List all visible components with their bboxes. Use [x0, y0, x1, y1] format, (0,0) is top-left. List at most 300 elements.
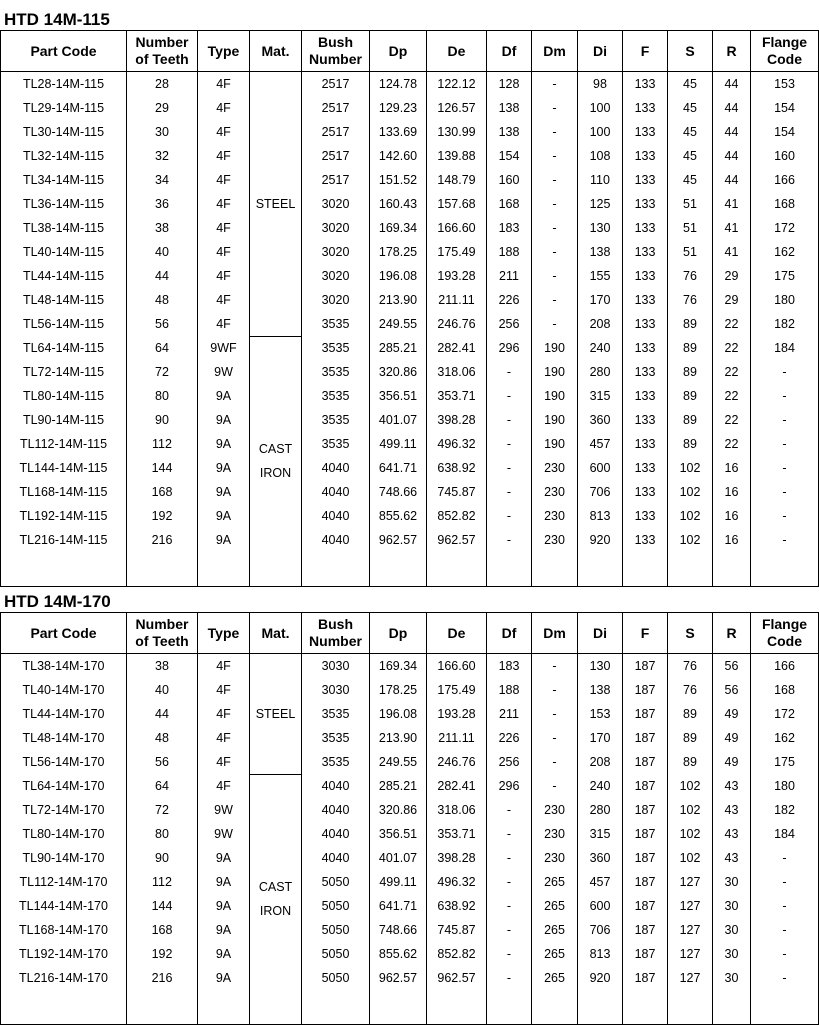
cell-dp: 160.43: [370, 192, 427, 216]
cell-type: 4F: [198, 144, 250, 168]
col-flange-code: Flange Code: [751, 31, 819, 72]
cell-dp: 641.71: [370, 894, 427, 918]
cell-s: 89: [668, 312, 713, 336]
cell-part-code: TL34-14M-115: [1, 168, 127, 192]
section-htd-14m-170: [0, 590, 819, 1025]
cell-teeth: 48: [127, 288, 198, 312]
table-row: [1, 432, 819, 456]
spacer-cell: [1, 990, 127, 1025]
cell-f: 187: [623, 870, 668, 894]
cell-flange-code: 184: [751, 822, 819, 846]
cell-flange-code: 166: [751, 168, 819, 192]
table-row: [1, 726, 819, 750]
cell-s: 127: [668, 870, 713, 894]
col-df: Df: [487, 613, 532, 654]
cell-flange-code: -: [751, 408, 819, 432]
cell-flange-code: 153: [751, 72, 819, 97]
cell-flange-code: 182: [751, 798, 819, 822]
cell-part-code: TL90-14M-115: [1, 408, 127, 432]
cell-r: 41: [713, 240, 751, 264]
cell-di: 155: [578, 264, 623, 288]
cell-type: 4F: [198, 312, 250, 336]
cell-f: 133: [623, 192, 668, 216]
cell-teeth: 80: [127, 822, 198, 846]
table-row: [1, 480, 819, 504]
cell-di: 100: [578, 120, 623, 144]
cell-part-code: TL40-14M-115: [1, 240, 127, 264]
cell-dp: 196.08: [370, 264, 427, 288]
cell-teeth: 32: [127, 144, 198, 168]
cell-part-code: TL64-14M-115: [1, 336, 127, 360]
cell-dp: 169.34: [370, 654, 427, 679]
cell-bush-number: 3020: [302, 288, 370, 312]
cell-dp: 129.23: [370, 96, 427, 120]
spacer-cell: [713, 552, 751, 587]
cell-de: 282.41: [427, 336, 487, 360]
cell-de: 148.79: [427, 168, 487, 192]
cell-teeth: 112: [127, 432, 198, 456]
cell-dm: 265: [532, 942, 578, 966]
cell-df: 138: [487, 120, 532, 144]
cell-teeth: 29: [127, 96, 198, 120]
cell-r: 43: [713, 774, 751, 798]
cell-df: -: [487, 528, 532, 552]
col-mat: Mat.: [250, 31, 302, 72]
cell-di: 920: [578, 966, 623, 990]
cell-df: 296: [487, 336, 532, 360]
col-type: Type: [198, 613, 250, 654]
cell-dp: 641.71: [370, 456, 427, 480]
col-df: Df: [487, 31, 532, 72]
cell-f: 187: [623, 654, 668, 679]
spacer-cell: [532, 552, 578, 587]
cell-f: 133: [623, 504, 668, 528]
cell-df: -: [487, 846, 532, 870]
cell-f: 133: [623, 336, 668, 360]
table-row: [1, 120, 819, 144]
spacer-cell: [668, 552, 713, 587]
cell-dm: -: [532, 702, 578, 726]
cell-df: 256: [487, 750, 532, 774]
cell-dm: -: [532, 654, 578, 679]
cell-di: 240: [578, 336, 623, 360]
cell-di: 457: [578, 432, 623, 456]
cell-di: 138: [578, 240, 623, 264]
cell-dp: 499.11: [370, 870, 427, 894]
cell-f: 133: [623, 120, 668, 144]
cell-type: 4F: [198, 120, 250, 144]
cell-flange-code: 166: [751, 654, 819, 679]
cell-de: 193.28: [427, 264, 487, 288]
cell-s: 127: [668, 966, 713, 990]
cell-flange-code: -: [751, 480, 819, 504]
cell-dm: 230: [532, 528, 578, 552]
spacer-cell: [127, 990, 198, 1025]
cell-part-code: TL44-14M-170: [1, 702, 127, 726]
cell-teeth: 144: [127, 894, 198, 918]
cell-flange-code: 172: [751, 702, 819, 726]
table-row: [1, 288, 819, 312]
cell-dm: -: [532, 120, 578, 144]
spacer-cell: [578, 552, 623, 587]
cell-r: 43: [713, 846, 751, 870]
cell-dm: -: [532, 192, 578, 216]
cell-dm: 265: [532, 870, 578, 894]
cell-dm: 190: [532, 408, 578, 432]
cell-flange-code: -: [751, 384, 819, 408]
spacer-cell: [427, 552, 487, 587]
cell-f: 187: [623, 726, 668, 750]
cell-dm: -: [532, 312, 578, 336]
cell-df: 160: [487, 168, 532, 192]
spacer-cell: [487, 990, 532, 1025]
table-row: [1, 168, 819, 192]
cell-teeth: 144: [127, 456, 198, 480]
cell-dp: 178.25: [370, 678, 427, 702]
cell-f: 133: [623, 408, 668, 432]
cell-type: 9W: [198, 822, 250, 846]
cell-de: 496.32: [427, 432, 487, 456]
cell-dp: 499.11: [370, 432, 427, 456]
cell-de: 318.06: [427, 798, 487, 822]
cell-di: 108: [578, 144, 623, 168]
cell-part-code: TL72-14M-170: [1, 798, 127, 822]
cell-di: 208: [578, 750, 623, 774]
cell-r: 30: [713, 894, 751, 918]
material-cell: [250, 336, 302, 587]
cell-f: 187: [623, 678, 668, 702]
cell-s: 45: [668, 168, 713, 192]
cell-de: 126.57: [427, 96, 487, 120]
cell-f: 133: [623, 240, 668, 264]
cell-di: 98: [578, 72, 623, 97]
cell-flange-code: -: [751, 432, 819, 456]
cell-r: 22: [713, 312, 751, 336]
cell-s: 102: [668, 504, 713, 528]
cell-type: 9WF: [198, 336, 250, 360]
cell-teeth: 56: [127, 312, 198, 336]
material-label: STEEL: [255, 196, 296, 211]
cell-s: 76: [668, 654, 713, 679]
cell-s: 51: [668, 216, 713, 240]
spacer-cell: [623, 990, 668, 1025]
cell-r: 44: [713, 144, 751, 168]
cell-f: 187: [623, 894, 668, 918]
cell-type: 9A: [198, 846, 250, 870]
cell-type: 9A: [198, 894, 250, 918]
cell-f: 133: [623, 480, 668, 504]
cell-type: 4F: [198, 96, 250, 120]
material-cell: [250, 654, 302, 775]
cell-df: -: [487, 966, 532, 990]
cell-df: -: [487, 894, 532, 918]
cell-type: 9W: [198, 798, 250, 822]
cell-type: 4F: [198, 264, 250, 288]
cell-part-code: TL192-14M-170: [1, 942, 127, 966]
table-row: [1, 654, 819, 679]
table-row: [1, 894, 819, 918]
spacer-cell: [302, 552, 370, 587]
cell-de: 745.87: [427, 918, 487, 942]
cell-part-code: TL216-14M-170: [1, 966, 127, 990]
cell-dm: 265: [532, 966, 578, 990]
spacer-cell: [427, 990, 487, 1025]
cell-r: 22: [713, 336, 751, 360]
cell-df: 256: [487, 312, 532, 336]
col-bush-number: Bush Number: [302, 613, 370, 654]
cell-part-code: TL48-14M-170: [1, 726, 127, 750]
cell-df: 128: [487, 72, 532, 97]
cell-dm: 230: [532, 504, 578, 528]
spacer-cell: [370, 990, 427, 1025]
section-title: HTD 14M-115: [4, 10, 110, 29]
cell-flange-code: -: [751, 918, 819, 942]
col-de: De: [427, 31, 487, 72]
cell-f: 133: [623, 360, 668, 384]
table-row: [1, 798, 819, 822]
cell-part-code: TL38-14M-115: [1, 216, 127, 240]
cell-dm: -: [532, 678, 578, 702]
cell-part-code: TL112-14M-170: [1, 870, 127, 894]
cell-part-code: TL168-14M-170: [1, 918, 127, 942]
cell-di: 110: [578, 168, 623, 192]
col-flange-code: Flange Code: [751, 613, 819, 654]
table-spacer-row: [1, 552, 819, 587]
cell-s: 127: [668, 918, 713, 942]
cell-dp: 356.51: [370, 384, 427, 408]
cell-s: 102: [668, 480, 713, 504]
cell-bush-number: 3535: [302, 432, 370, 456]
cell-dm: -: [532, 168, 578, 192]
cell-dm: 265: [532, 894, 578, 918]
cell-f: 133: [623, 432, 668, 456]
table-row: [1, 774, 819, 798]
cell-de: 246.76: [427, 750, 487, 774]
cell-di: 457: [578, 870, 623, 894]
table-row: [1, 870, 819, 894]
spacer-cell: [623, 552, 668, 587]
col-dp: Dp: [370, 613, 427, 654]
cell-dp: 249.55: [370, 312, 427, 336]
col-part-code: Part Code: [1, 613, 127, 654]
cell-f: 133: [623, 144, 668, 168]
table-row: [1, 456, 819, 480]
cell-bush-number: 3020: [302, 216, 370, 240]
cell-type: 4F: [198, 726, 250, 750]
cell-di: 920: [578, 528, 623, 552]
cell-s: 45: [668, 96, 713, 120]
cell-de: 166.60: [427, 216, 487, 240]
cell-flange-code: 168: [751, 678, 819, 702]
cell-flange-code: -: [751, 528, 819, 552]
cell-flange-code: 154: [751, 120, 819, 144]
spacer-cell: [487, 552, 532, 587]
cell-part-code: TL144-14M-170: [1, 894, 127, 918]
material-label: IRON: [259, 466, 292, 481]
cell-bush-number: 4040: [302, 480, 370, 504]
cell-type: 9A: [198, 384, 250, 408]
cell-dp: 320.86: [370, 360, 427, 384]
cell-df: 296: [487, 774, 532, 798]
cell-df: 226: [487, 288, 532, 312]
cell-di: 170: [578, 288, 623, 312]
cell-s: 102: [668, 456, 713, 480]
cell-di: 100: [578, 96, 623, 120]
cell-f: 133: [623, 216, 668, 240]
col-r: R: [713, 31, 751, 72]
cell-part-code: TL112-14M-115: [1, 432, 127, 456]
cell-di: 138: [578, 678, 623, 702]
cell-teeth: 192: [127, 504, 198, 528]
cell-di: 600: [578, 894, 623, 918]
cell-s: 51: [668, 240, 713, 264]
cell-teeth: 34: [127, 168, 198, 192]
cell-part-code: TL90-14M-170: [1, 846, 127, 870]
cell-type: 4F: [198, 288, 250, 312]
cell-df: 138: [487, 96, 532, 120]
material-label: CAST: [258, 880, 293, 895]
cell-flange-code: 154: [751, 96, 819, 120]
cell-dm: 230: [532, 822, 578, 846]
cell-s: 102: [668, 528, 713, 552]
cell-dp: 401.07: [370, 846, 427, 870]
cell-bush-number: 4040: [302, 846, 370, 870]
cell-bush-number: 2517: [302, 120, 370, 144]
cell-di: 813: [578, 504, 623, 528]
cell-bush-number: 3030: [302, 654, 370, 679]
cell-s: 76: [668, 678, 713, 702]
cell-df: -: [487, 360, 532, 384]
cell-f: 187: [623, 918, 668, 942]
cell-teeth: 192: [127, 942, 198, 966]
cell-bush-number: 4040: [302, 774, 370, 798]
cell-s: 45: [668, 144, 713, 168]
cell-flange-code: -: [751, 504, 819, 528]
cell-r: 29: [713, 288, 751, 312]
cell-r: 30: [713, 966, 751, 990]
cell-bush-number: 3030: [302, 678, 370, 702]
cell-de: 246.76: [427, 312, 487, 336]
cell-type: 9A: [198, 528, 250, 552]
cell-s: 127: [668, 894, 713, 918]
cell-bush-number: 3020: [302, 192, 370, 216]
cell-r: 44: [713, 120, 751, 144]
cell-de: 353.71: [427, 384, 487, 408]
cell-teeth: 40: [127, 678, 198, 702]
cell-di: 360: [578, 408, 623, 432]
cell-r: 22: [713, 384, 751, 408]
cell-s: 76: [668, 288, 713, 312]
cell-flange-code: 175: [751, 264, 819, 288]
cell-bush-number: 2517: [302, 168, 370, 192]
cell-de: 353.71: [427, 822, 487, 846]
spacer-cell: [127, 552, 198, 587]
table-row: [1, 942, 819, 966]
cell-df: 188: [487, 240, 532, 264]
cell-dp: 142.60: [370, 144, 427, 168]
cell-de: 318.06: [427, 360, 487, 384]
cell-dm: -: [532, 216, 578, 240]
cell-di: 125: [578, 192, 623, 216]
cell-dm: 230: [532, 456, 578, 480]
cell-dp: 962.57: [370, 528, 427, 552]
material-label: STEEL: [255, 706, 296, 721]
cell-r: 56: [713, 654, 751, 679]
col-de: De: [427, 613, 487, 654]
cell-teeth: 64: [127, 336, 198, 360]
cell-dp: 356.51: [370, 822, 427, 846]
cell-de: 852.82: [427, 504, 487, 528]
cell-type: 4F: [198, 72, 250, 97]
cell-dm: -: [532, 144, 578, 168]
cell-flange-code: 168: [751, 192, 819, 216]
cell-s: 89: [668, 726, 713, 750]
col-dp: Dp: [370, 31, 427, 72]
cell-flange-code: -: [751, 456, 819, 480]
cell-type: 9A: [198, 456, 250, 480]
cell-s: 51: [668, 192, 713, 216]
cell-bush-number: 3535: [302, 702, 370, 726]
cell-s: 102: [668, 822, 713, 846]
cell-df: 188: [487, 678, 532, 702]
cell-de: 638.92: [427, 456, 487, 480]
cell-s: 127: [668, 942, 713, 966]
cell-bush-number: 3535: [302, 312, 370, 336]
cell-flange-code: 182: [751, 312, 819, 336]
cell-dp: 748.66: [370, 480, 427, 504]
cell-bush-number: 3535: [302, 336, 370, 360]
cell-f: 133: [623, 96, 668, 120]
cell-type: 4F: [198, 240, 250, 264]
cell-bush-number: 2517: [302, 96, 370, 120]
cell-part-code: TL44-14M-115: [1, 264, 127, 288]
cell-df: 183: [487, 216, 532, 240]
cell-dm: -: [532, 288, 578, 312]
cell-flange-code: -: [751, 966, 819, 990]
cell-r: 16: [713, 456, 751, 480]
cell-de: 496.32: [427, 870, 487, 894]
cell-flange-code: 175: [751, 750, 819, 774]
spacer-cell: [751, 552, 819, 587]
header-row: [1, 613, 819, 654]
cell-dm: 190: [532, 432, 578, 456]
cell-bush-number: 4040: [302, 798, 370, 822]
cell-df: 154: [487, 144, 532, 168]
cell-f: 187: [623, 798, 668, 822]
spec-table: [0, 30, 819, 587]
table-row: [1, 216, 819, 240]
table-row: [1, 528, 819, 552]
cell-dp: 133.69: [370, 120, 427, 144]
cell-flange-code: -: [751, 942, 819, 966]
table-row: [1, 72, 819, 97]
spacer-cell: [198, 552, 250, 587]
cell-r: 22: [713, 408, 751, 432]
table-row: [1, 192, 819, 216]
cell-type: 4F: [198, 216, 250, 240]
cell-flange-code: -: [751, 360, 819, 384]
table-row: [1, 264, 819, 288]
cell-di: 813: [578, 942, 623, 966]
cell-teeth: 48: [127, 726, 198, 750]
cell-dm: -: [532, 726, 578, 750]
cell-s: 102: [668, 798, 713, 822]
col-di: Di: [578, 613, 623, 654]
cell-type: 9W: [198, 360, 250, 384]
cell-r: 16: [713, 528, 751, 552]
cell-part-code: TL72-14M-115: [1, 360, 127, 384]
cell-s: 102: [668, 846, 713, 870]
